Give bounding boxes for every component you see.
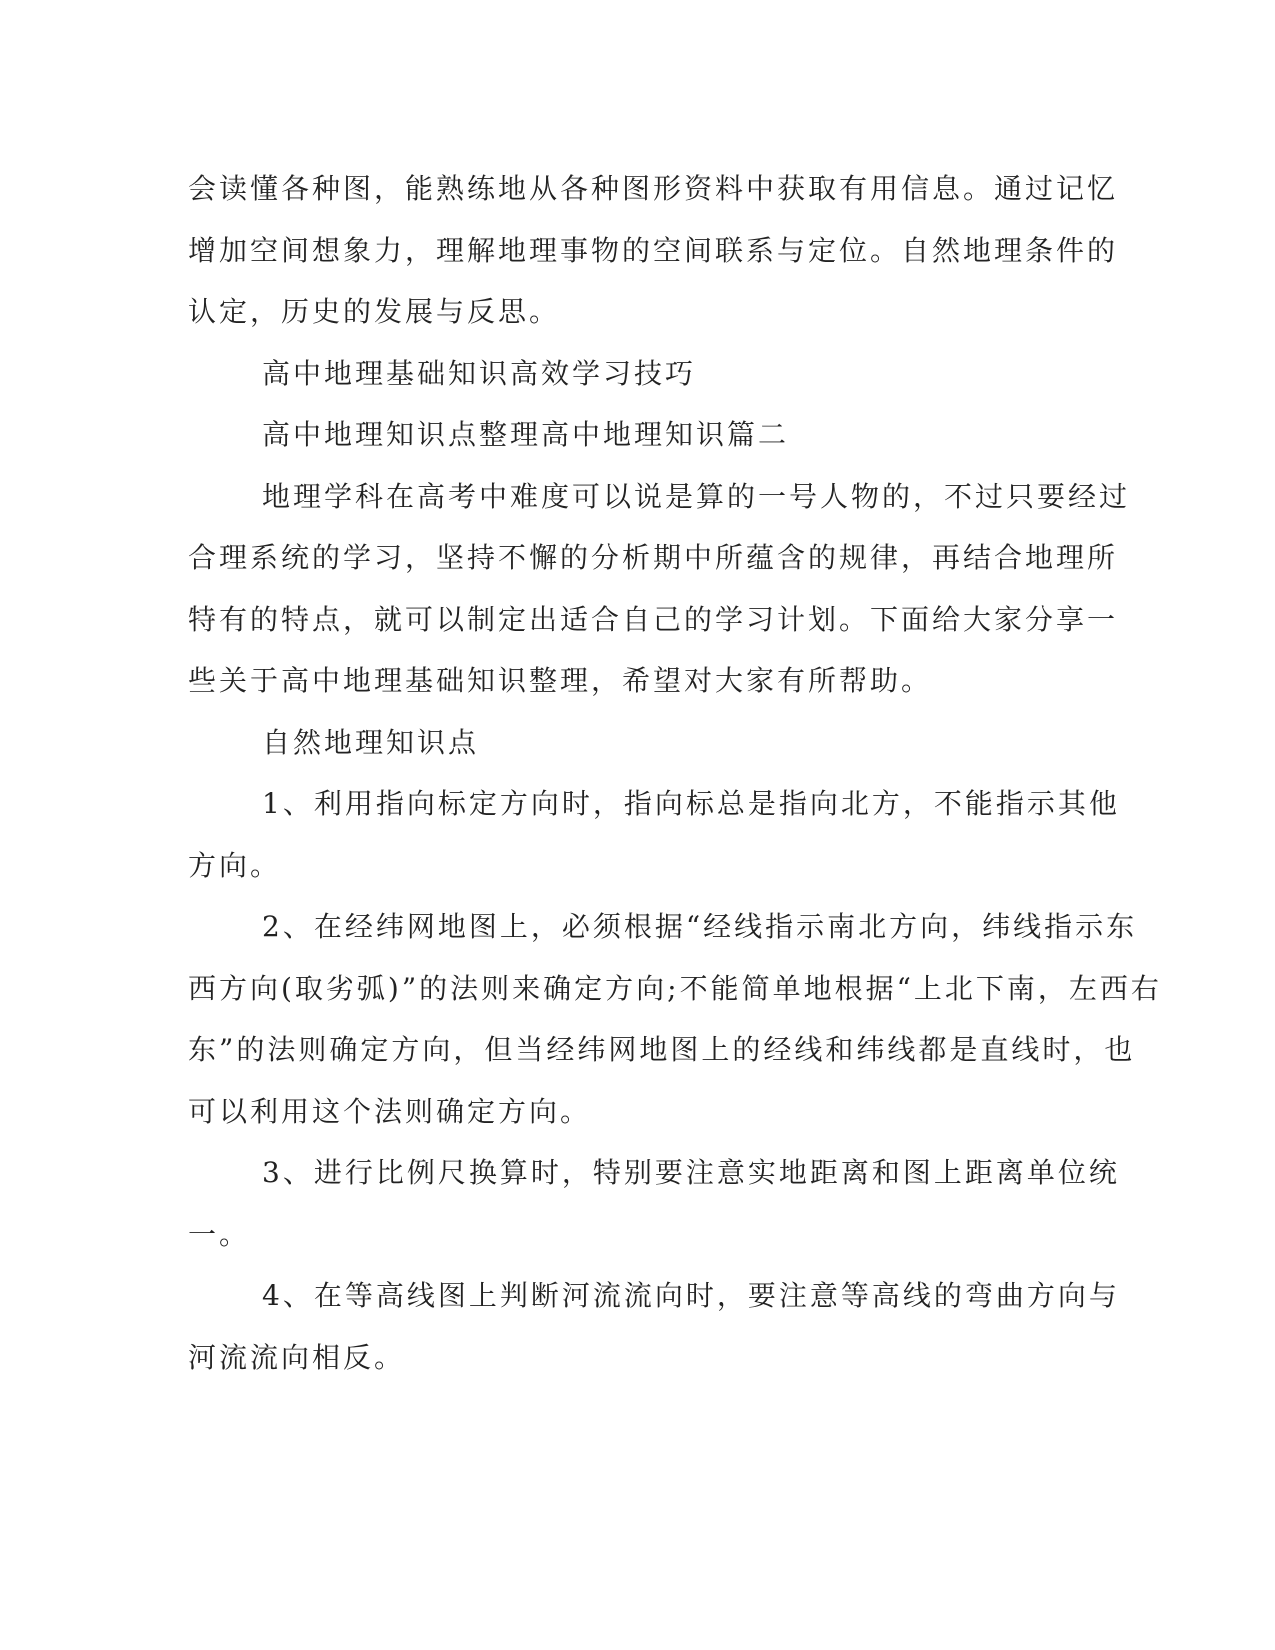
list-item-line: 可以利用这个法则确定方向。	[188, 1094, 592, 1128]
list-item-line: 西方向(取劣弧)”的法则来确定方向;不能简单地根据“上北下南，左西右	[188, 971, 1162, 1005]
section-heading: 高中地理知识点整理高中地理知识篇二	[262, 418, 790, 451]
body-line: 地理学科在高考中难度可以说是算的一号人物的，不过只要经过	[262, 479, 1131, 513]
list-item-line: 东”的法则确定方向，但当经纬网地图上的经线和纬线都是直线时，也	[188, 1033, 1136, 1066]
list-item-line: 3、进行比例尺换算时，特别要注意实地距离和图上距离单位统	[262, 1156, 1120, 1189]
document-body	[188, 158, 1162, 1388]
list-item-line: 2、在经纬网地图上，必须根据“经线指示南北方向，纬线指示东	[262, 910, 1138, 943]
body-line: 认定，历史的发展与反思。	[188, 295, 561, 328]
list-item-line: 一。	[188, 1217, 251, 1251]
list-item-line: 方向。	[188, 848, 282, 882]
list-item-line: 4、在等高线图上判断河流流向时，要注意等高线的弯曲方向与	[262, 1279, 1120, 1312]
list-item-line: 河流流向相反。	[188, 1340, 406, 1374]
section-heading: 高中地理基础知识高效学习技巧	[262, 356, 697, 390]
body-line: 些关于高中地理基础知识整理，希望对大家有所帮助。	[188, 664, 933, 697]
body-line: 会读懂各种图，能熟练地从各种图形资料中获取有用信息。通过记忆	[188, 172, 1119, 205]
list-item-line: 1、利用指向标定方向时，指向标总是指向北方，不能指示其他	[262, 787, 1120, 820]
body-line: 特有的特点，就可以制定出适合自己的学习计划。下面给大家分享一	[188, 602, 1119, 636]
body-line: 合理系统的学习，坚持不懈的分析期中所蕴含的规律，再结合地理所	[188, 541, 1119, 574]
body-line: 增加空间想象力，理解地理事物的空间联系与定位。自然地理条件的	[188, 233, 1119, 267]
section-heading: 自然地理知识点	[262, 725, 480, 759]
